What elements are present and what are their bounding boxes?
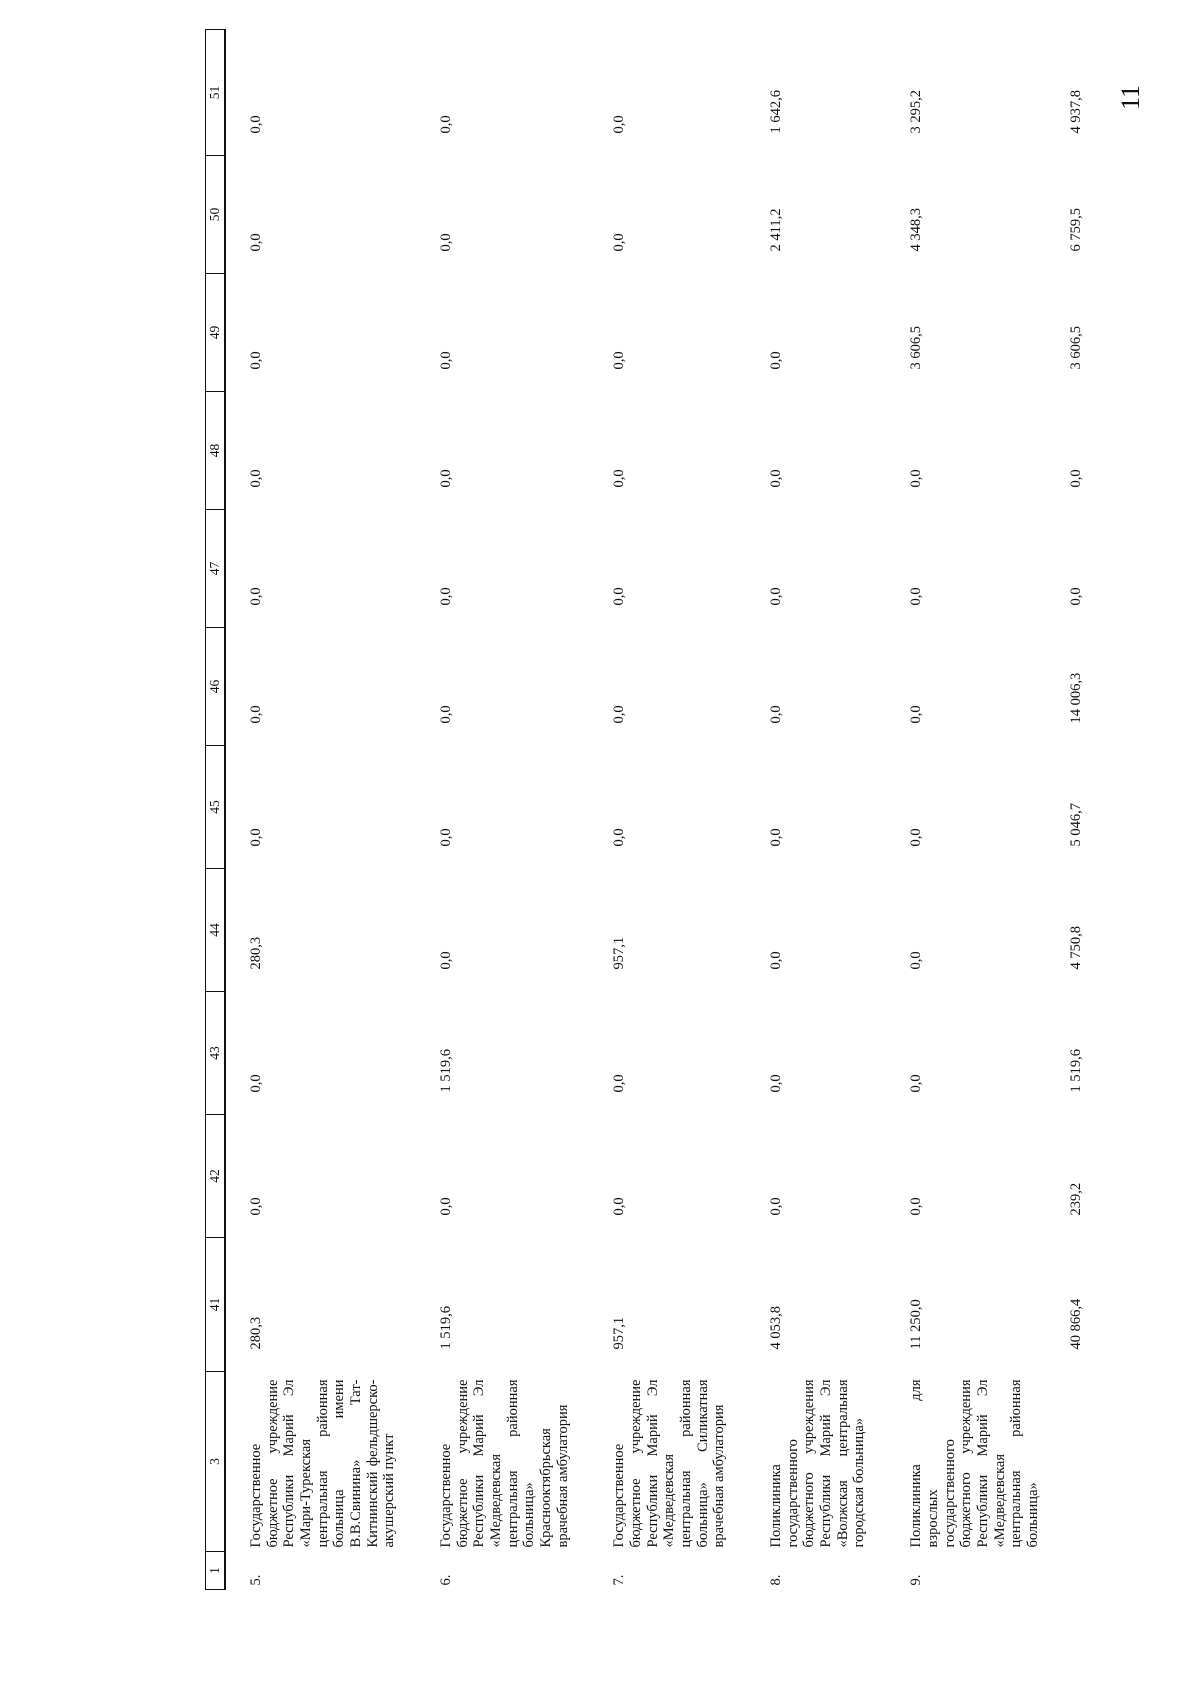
value-cell: 0,0 [248,587,264,606]
value-cell: 0,0 [248,233,264,252]
total-row [1060,30,1085,1590]
total-value-cell: 4 937,8 [1067,90,1084,134]
total-value-cell: 40 866,4 [1067,1298,1084,1350]
institution-name: Поликлиника для взрослых государственного бюджетного учреждения Республики Марий Эл «Медведевская центральная районная больница» [908,1379,1041,1548]
value-cell: 0,0 [438,587,455,606]
value-cell: 0,0 [611,233,628,252]
col-header: 41 [206,1238,226,1372]
total-value-cell: 5 046,7 [1067,803,1084,847]
value-cell: 0,0 [768,587,785,606]
value-cell: 0,0 [248,1074,264,1093]
value-cell: 0,0 [611,1197,628,1216]
row-index: 9. [908,1574,925,1586]
value-cell: 0,0 [611,1074,628,1093]
total-value-cell: 4 750,8 [1067,926,1084,970]
value-cell: 2 411,2 [768,208,785,252]
value-cell: 4 053,8 [768,1306,785,1350]
col-header: 3 [206,1372,226,1552]
col-header: 45 [206,746,226,869]
col-header: 46 [206,628,226,746]
total-value-cell: 0,0 [1067,469,1084,488]
value-cell: 1 642,6 [768,90,785,134]
table-row [589,30,746,1590]
value-cell: 0,0 [908,705,925,724]
value-cell: 0,0 [438,233,455,252]
value-cell: 0,0 [438,351,455,370]
value-cell: 0,0 [248,705,264,724]
institution-name: Государственное бюджетное учреждение Республики Марий Эл «Медведевская центральная районная больница» Краснооктябрьская врачебная амбулатория [438,1379,571,1548]
total-value-cell: 0,0 [1067,587,1084,606]
value-cell: 0,0 [611,705,628,724]
value-cell: 0,0 [438,1197,455,1216]
col-header: 48 [206,392,226,510]
value-cell: 0,0 [768,1197,785,1216]
value-cell: 0,0 [768,705,785,724]
value-cell: 0,0 [768,469,785,488]
value-cell: 1 519,6 [438,1049,455,1093]
col-header: 42 [206,1115,226,1238]
institution-name: Государственное бюджетное учреждение Республики Марий Эл «Медведевская центральная районная больница» Силикатная врачебная амбулатория [611,1379,728,1548]
value-cell: 0,0 [908,951,925,970]
value-cell: 0,0 [908,1197,925,1216]
col-header: 44 [206,869,226,992]
value-cell: 11 250,0 [908,1299,925,1350]
total-value-cell: 239,2 [1067,1182,1084,1216]
page-number: 11 [1116,84,1145,110]
value-cell: 280,3 [248,1316,264,1350]
value-cell: 0,0 [611,587,628,606]
institution-name: Государственное бюджетное учреждение Республики Марий Эл «Мари-Турекская центральная районная больница имени В.В.Свинина» Тат-Китнинский фельдшерско-акушерский пункт [248,1379,398,1548]
value-cell: 0,0 [248,1197,264,1216]
total-value-cell: 6 759,5 [1067,208,1084,252]
row-index: 5. [248,1574,264,1586]
header-row [206,30,226,1590]
value-cell: 4 348,3 [908,208,925,252]
value-cell: 0,0 [248,115,264,134]
value-cell: 3 295,2 [908,90,925,134]
total-value-cell: 1 519,6 [1067,1049,1084,1093]
value-cell: 0,0 [438,951,455,970]
value-cell: 1 519,6 [438,1306,455,1350]
institution-name: Поликлиника государственного бюджетного учреждения Республики Марий Эл «Волжская центральная городская больница» [768,1379,868,1548]
col-header: 1 [206,1552,226,1590]
value-cell: 0,0 [908,587,925,606]
col-header: 50 [206,156,226,274]
value-cell: 0,0 [611,351,628,370]
value-cell: 0,0 [438,705,455,724]
value-cell: 0,0 [611,828,628,847]
total-value-cell: 3 606,5 [1067,326,1084,370]
value-cell: 280,3 [248,936,264,970]
value-cell: 0,0 [611,469,628,488]
value-cell: 0,0 [768,951,785,970]
value-cell: 0,0 [248,828,264,847]
row-index: 7. [611,1574,628,1586]
value-cell: 0,0 [248,469,264,488]
value-cell: 0,0 [248,351,264,370]
value-cell: 0,0 [438,469,455,488]
table-row [886,30,1059,1590]
value-cell: 0,0 [611,115,628,134]
table-row [225,30,416,1590]
value-cell: 0,0 [768,828,785,847]
col-header: 47 [206,510,226,628]
rotated-table-container [205,30,1200,1590]
total-value-cell: 14 006,3 [1067,672,1084,724]
value-cell: 0,0 [908,469,925,488]
value-cell: 957,1 [611,936,628,970]
value-cell: 0,0 [438,828,455,847]
value-cell: 0,0 [908,1074,925,1093]
value-cell: 0,0 [438,115,455,134]
value-cell: 3 606,5 [908,326,925,370]
value-cell: 957,1 [611,1316,628,1350]
table-row [746,30,886,1590]
col-header: 43 [206,992,226,1115]
value-cell: 0,0 [908,828,925,847]
total-empty-cell [1060,1372,1085,1552]
total-empty-cell [1060,1552,1085,1590]
value-cell: 0,0 [768,1074,785,1093]
col-header: 51 [206,30,226,156]
row-index: 6. [438,1574,455,1586]
data-table [205,29,1084,1590]
value-cell: 0,0 [768,351,785,370]
table-row [416,30,589,1590]
row-index: 8. [768,1574,785,1586]
col-header: 49 [206,274,226,392]
